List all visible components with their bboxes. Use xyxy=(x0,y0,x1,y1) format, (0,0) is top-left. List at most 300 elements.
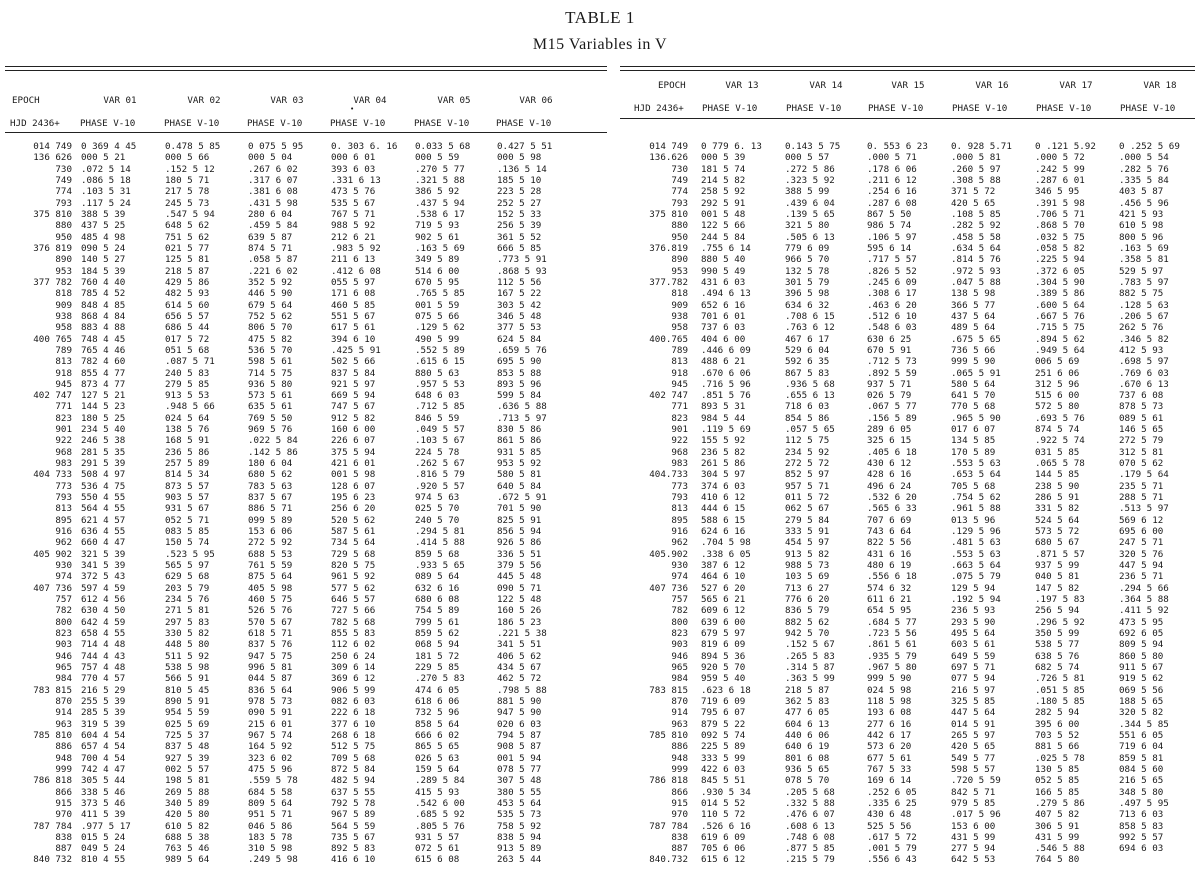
value-cell-right: .391 5 98 xyxy=(1035,198,1085,209)
value-cell-right: 118 5 98 xyxy=(867,696,912,707)
value-cell-right: 942 5 70 xyxy=(785,628,830,639)
value-cell-right: 984 5 44 xyxy=(701,413,746,424)
value-cell-right: .965 5 90 xyxy=(951,413,1001,424)
value-cell-left: .798 5 88 xyxy=(497,685,547,696)
value-cell-right: 966 5 70 xyxy=(785,254,830,265)
value-cell-right: .000 5 54 xyxy=(1119,152,1169,163)
value-cell-left: 859 5 62 xyxy=(415,628,460,639)
value-cell-right: .338 6 05 xyxy=(701,549,751,560)
value-cell-left: 001 5 59 xyxy=(415,300,460,311)
value-cell-right: 551 6 05 xyxy=(1119,730,1164,741)
value-cell-left: 279 5 85 xyxy=(165,379,210,390)
value-cell-right: 026 5 79 xyxy=(867,390,912,401)
value-cell-left: 183 5 78 xyxy=(248,832,293,843)
value-cell-left: 873 4 77 xyxy=(81,379,126,390)
var-header-left-2: VAR 02 xyxy=(187,95,221,106)
value-cell-right: .332 5 88 xyxy=(785,798,835,809)
epoch-cell-left: 887 xyxy=(55,843,72,854)
value-cell-right: .894 5 62 xyxy=(1035,334,1085,345)
value-cell-right: .726 5 81 xyxy=(1035,673,1085,684)
value-cell-right: 0.143 5 75 xyxy=(785,141,841,152)
value-cell-right: 234 5 92 xyxy=(785,447,830,458)
value-cell-right: 619 6 09 xyxy=(701,832,746,843)
value-cell-left: 352 5 92 xyxy=(248,277,293,288)
value-cell-left: 460 5 75 xyxy=(248,594,293,605)
value-cell-right: 800 5 96 xyxy=(1119,232,1164,243)
value-cell-right: 609 6 12 xyxy=(701,605,746,616)
epoch-cell-right: 405.902 xyxy=(649,549,688,560)
value-cell-left: 656 5 57 xyxy=(165,311,210,322)
value-cell-left: 913 5 53 xyxy=(165,390,210,401)
value-cell-right: .335 5 84 xyxy=(1119,175,1169,186)
value-cell-right: 288 5 71 xyxy=(1119,492,1164,503)
value-cell-left: 536 5 70 xyxy=(248,345,293,356)
value-cell-left: 688 5 38 xyxy=(165,832,210,843)
value-cell-left: 388 5 39 xyxy=(81,209,126,220)
epoch-cell-right: 757 xyxy=(671,594,688,605)
value-cell-right: 0 .121 5.92 xyxy=(1035,141,1096,152)
value-cell-right: .763 6 12 xyxy=(785,322,835,333)
value-cell-right: 852 5 97 xyxy=(785,469,830,480)
value-cell-left: .103 5 67 xyxy=(415,435,465,446)
value-cell-right: 880 5 40 xyxy=(701,254,746,265)
value-cell-left: 336 5 51 xyxy=(497,549,542,560)
value-cell-right: .057 5 65 xyxy=(785,424,835,435)
value-cell-right: .634 5 64 xyxy=(951,243,1001,254)
value-cell-right: .715 5 75 xyxy=(1035,322,1085,333)
value-cell-right: 247 5 71 xyxy=(1119,537,1164,548)
value-cell-right: .335 6 25 xyxy=(867,798,917,809)
value-cell-right: 040 5 81 xyxy=(1035,571,1080,582)
value-cell-left: 810 4 55 xyxy=(81,854,126,865)
value-cell-right: 538 5 77 xyxy=(1035,639,1080,650)
epoch-cell-left: 377 782 xyxy=(33,277,72,288)
value-cell-left: 931 5 85 xyxy=(497,447,542,458)
value-cell-left: 234 5 76 xyxy=(165,594,210,605)
value-cell-left: 269 5 88 xyxy=(165,787,210,798)
value-cell-right: .670 6 13 xyxy=(1119,379,1169,390)
value-cell-left: 758 5 92 xyxy=(497,821,542,832)
value-cell-right: 988 5 73 xyxy=(785,560,830,571)
value-cell-right: 630 6 25 xyxy=(867,334,912,345)
value-cell-left: .129 5 62 xyxy=(415,322,465,333)
value-cell-right: .961 5 88 xyxy=(951,503,1001,514)
top-rule-right-2 xyxy=(620,70,1195,71)
value-cell-left: 429 5 86 xyxy=(165,277,210,288)
value-cell-left: 330 5 82 xyxy=(165,628,210,639)
value-cell-right: 261 5 86 xyxy=(701,458,746,469)
value-cell-left: 211 6 13 xyxy=(331,254,376,265)
value-cell-left: .816 5 79 xyxy=(415,469,465,480)
value-cell-right: 705 5 68 xyxy=(951,481,996,492)
var-header-left-1: VAR 01 xyxy=(103,95,137,106)
value-cell-left: .437 5 94 xyxy=(415,198,465,209)
value-cell-left: 405 5 98 xyxy=(248,583,293,594)
value-cell-right: .389 5 86 xyxy=(1035,288,1085,299)
value-cell-left: 978 5 73 xyxy=(248,696,293,707)
value-cell-left: .317 6 07 xyxy=(248,175,298,186)
var-header-right-2: VAR 14 xyxy=(809,80,843,91)
value-cell-left: 908 5 87 xyxy=(497,741,542,752)
top-rule-left-2 xyxy=(5,70,607,71)
value-cell-left: 765 4 46 xyxy=(81,345,126,356)
value-cell-left: 637 5 55 xyxy=(331,787,376,798)
value-cell-left: 988 5 92 xyxy=(331,220,376,231)
value-cell-right: 256 5 94 xyxy=(1035,605,1080,616)
value-cell-left: 226 6 07 xyxy=(331,435,376,446)
value-cell-left: .933 5 65 xyxy=(415,560,465,571)
value-cell-left: 686 5 44 xyxy=(165,322,210,333)
phase-header-left-5: PHASE V-10 xyxy=(414,118,470,129)
value-cell-left: 794 5 87 xyxy=(497,730,542,741)
value-cell-right: 403 5 87 xyxy=(1119,186,1164,197)
value-cell-right: 860 5 80 xyxy=(1119,651,1164,662)
epoch-cell-left: 771 xyxy=(55,401,72,412)
value-cell-left: 377 5 53 xyxy=(497,322,542,333)
value-cell-left: 271 5 81 xyxy=(165,605,210,616)
value-cell-right: .287 6 08 xyxy=(867,198,917,209)
value-cell-right: 920 5 70 xyxy=(701,662,746,673)
epoch-cell-left: 014 749 xyxy=(33,141,72,152)
value-cell-left: 128 6 07 xyxy=(331,481,376,492)
epoch-header-left: EPOCH xyxy=(12,95,40,106)
value-cell-left: 171 6 08 xyxy=(331,288,376,299)
epoch-cell-right: 402 747 xyxy=(649,390,688,401)
value-cell-left: .538 6 17 xyxy=(415,209,465,220)
value-cell-left: 180 5 25 xyxy=(81,413,126,424)
epoch-cell-left: 950 xyxy=(55,232,72,243)
value-cell-left: 024 5 64 xyxy=(165,413,210,424)
value-cell-right: .065 5 78 xyxy=(1035,458,1085,469)
value-cell-right: 770 5 68 xyxy=(951,401,996,412)
value-cell-right: .949 5 64 xyxy=(1035,345,1085,356)
value-cell-left: 744 4 43 xyxy=(81,651,126,662)
value-cell-right: 467 6 17 xyxy=(785,334,830,345)
value-cell-left: .414 5 88 xyxy=(415,537,465,548)
value-cell-left: 701 5 90 xyxy=(497,503,542,514)
value-cell-left: .267 6 02 xyxy=(248,164,298,175)
value-cell-right: 325 5 85 xyxy=(951,696,996,707)
value-cell-left: 099 5 89 xyxy=(248,515,293,526)
value-cell-left: 198 5 81 xyxy=(165,775,210,786)
value-cell-right: .623 6 18 xyxy=(701,685,751,696)
value-cell-left: 127 5 21 xyxy=(81,390,126,401)
value-cell-left: 859 5 68 xyxy=(415,549,460,560)
epoch-cell-left: 953 xyxy=(55,266,72,277)
value-cell-left: 167 5 22 xyxy=(497,288,542,299)
value-cell-left: 861 5 86 xyxy=(497,435,542,446)
epoch-cell-right: 793 xyxy=(671,492,688,503)
value-cell-right: 894 5 36 xyxy=(701,651,746,662)
value-cell-left: .977 5 17 xyxy=(81,821,131,832)
value-cell-left: 055 5 97 xyxy=(331,277,376,288)
value-cell-right: .211 6 12 xyxy=(867,175,917,186)
epoch-cell-left: 958 xyxy=(55,322,72,333)
value-cell-left: 168 5 91 xyxy=(165,435,210,446)
value-cell-left: 825 5 91 xyxy=(497,515,542,526)
value-cell-left: 757 4 48 xyxy=(81,662,126,673)
value-cell-right: .526 6 16 xyxy=(701,821,751,832)
epoch-cell-left: 136 626 xyxy=(33,152,72,163)
value-cell-left: 551 5 67 xyxy=(331,311,376,322)
phase-header-right-1: PHASE V-10 xyxy=(702,103,758,114)
value-cell-left: 068 5 94 xyxy=(415,639,460,650)
value-cell-left: 309 6 14 xyxy=(331,662,376,673)
value-cell-left: 967 5 74 xyxy=(248,730,293,741)
value-cell-right: 420 5 65 xyxy=(951,198,996,209)
value-cell-left: 474 6 05 xyxy=(415,685,460,696)
epoch-cell-right: 887 xyxy=(671,843,688,854)
value-cell-right: 640 6 19 xyxy=(785,741,830,752)
value-cell-right: 181 5 74 xyxy=(701,164,746,175)
epoch-cell-right: 886 xyxy=(671,741,688,752)
epoch-cell-left: 838 xyxy=(55,832,72,843)
value-cell-right: 430 6 12 xyxy=(867,458,912,469)
value-cell-right: .704 5 98 xyxy=(701,537,751,548)
value-cell-left: 648 5 62 xyxy=(165,220,210,231)
value-cell-left: 338 5 46 xyxy=(81,787,126,798)
value-cell-left: 380 5 55 xyxy=(497,787,542,798)
epoch-cell-left: 918 xyxy=(55,368,72,379)
value-cell-right: 737 6 08 xyxy=(1119,390,1164,401)
value-cell-left: .087 5 71 xyxy=(165,356,215,367)
epoch-cell-left: 789 xyxy=(55,345,72,356)
value-cell-right: .439 6 04 xyxy=(785,198,835,209)
epoch-cell-right: 945 xyxy=(671,379,688,390)
value-cell-right: 480 6 19 xyxy=(867,560,912,571)
epoch-cell-left: 749 xyxy=(55,175,72,186)
value-cell-right: 936 5 65 xyxy=(785,764,830,775)
value-cell-left: 550 4 55 xyxy=(81,492,126,503)
value-cell-right: 444 6 15 xyxy=(701,503,746,514)
value-cell-right: .972 5 93 xyxy=(951,266,1001,277)
value-cell-left: 307 5 48 xyxy=(497,775,542,786)
value-cell-right: .252 6 05 xyxy=(867,787,917,798)
value-cell-right: 713 6 27 xyxy=(785,583,830,594)
value-cell-left: 049 5 24 xyxy=(81,843,126,854)
value-cell-left: 612 4 56 xyxy=(81,594,126,605)
value-cell-left: 635 5 61 xyxy=(248,401,293,412)
value-cell-left: 714 5 75 xyxy=(248,368,293,379)
epoch-cell-left: 890 xyxy=(55,254,72,265)
value-cell-right: .411 5 92 xyxy=(1119,605,1169,616)
value-cell-right: .000 5 81 xyxy=(951,152,1001,163)
value-cell-right: 431 6 03 xyxy=(701,277,746,288)
value-cell-right: 013 5 96 xyxy=(951,515,996,526)
value-cell-left: 732 5 96 xyxy=(415,707,460,718)
value-cell-right: .119 5 69 xyxy=(701,424,751,435)
value-cell-right: .708 6 15 xyxy=(785,311,835,322)
value-cell-right: 893 5 31 xyxy=(701,401,746,412)
value-cell-left: 657 4 54 xyxy=(81,741,126,752)
value-cell-right: .260 5 97 xyxy=(951,164,1001,175)
value-cell-right: 881 5 66 xyxy=(1035,741,1080,752)
value-cell-right: 603 5 61 xyxy=(951,639,996,650)
value-cell-right: .363 5 99 xyxy=(785,673,835,684)
value-cell-right: 878 5 73 xyxy=(1119,401,1164,412)
epoch-cell-left: 965 xyxy=(55,662,72,673)
value-cell-left: 184 5 39 xyxy=(81,266,126,277)
value-cell-right: 077 5 94 xyxy=(951,673,996,684)
value-cell-left: 734 5 64 xyxy=(331,537,376,548)
value-cell-left: .685 5 92 xyxy=(415,809,465,820)
value-cell-right: 069 5 56 xyxy=(1119,685,1164,696)
value-cell-right: 410 6 12 xyxy=(701,492,746,503)
value-cell-right: 017 6 07 xyxy=(951,424,996,435)
value-cell-right: 992 5 57 xyxy=(1119,832,1164,843)
value-cell-left: 660 4 47 xyxy=(81,537,126,548)
value-cell-left: 754 5 89 xyxy=(415,605,460,616)
value-cell-right: 216 5 65 xyxy=(1119,775,1164,786)
value-cell-right: .372 6 05 xyxy=(1035,266,1085,277)
value-cell-right: 170 5 89 xyxy=(951,447,996,458)
value-cell-left: 729 5 68 xyxy=(331,549,376,560)
value-cell-right: 437 5 64 xyxy=(951,311,996,322)
epoch-cell-left: 375 810 xyxy=(33,209,72,220)
value-cell-right: .553 5 63 xyxy=(951,549,1001,560)
value-cell-right: 515 6 00 xyxy=(1035,390,1080,401)
value-cell-right: .178 6 06 xyxy=(867,164,917,175)
value-cell-left: 482 5 93 xyxy=(165,288,210,299)
value-cell-right: 999 5 90 xyxy=(867,673,912,684)
epoch-cell-left: 963 xyxy=(55,719,72,730)
value-cell-right: 496 6 24 xyxy=(867,481,912,492)
value-cell-left: .022 5 84 xyxy=(248,435,298,446)
value-cell-right: 0 .252 5 69 xyxy=(1119,141,1180,152)
value-cell-right: 580 5 64 xyxy=(951,379,996,390)
value-cell-left: 490 5 99 xyxy=(415,334,460,345)
value-cell-right: 867 5 50 xyxy=(867,209,912,220)
value-cell-right: 529 6 04 xyxy=(785,345,830,356)
value-cell-left: 947 5 75 xyxy=(248,651,293,662)
value-cell-right: 718 6 03 xyxy=(785,401,830,412)
epoch-cell-left: 968 xyxy=(55,447,72,458)
value-cell-left: 769 5 50 xyxy=(248,413,293,424)
epoch-cell-right: 984 xyxy=(671,673,688,684)
value-cell-right: .272 5 86 xyxy=(785,164,835,175)
value-cell-right: 333 5 91 xyxy=(785,526,830,537)
value-cell-left: .523 5 95 xyxy=(165,549,215,560)
value-cell-left: 820 5 75 xyxy=(331,560,376,571)
value-cell-left: 291 5 39 xyxy=(81,458,126,469)
value-cell-right: .197 5 83 xyxy=(1035,594,1085,605)
value-cell-right: 776 6 20 xyxy=(785,594,830,605)
value-cell-right: 913 5 82 xyxy=(785,549,830,560)
value-cell-right: .139 5 65 xyxy=(785,209,835,220)
value-cell-right: .546 5 88 xyxy=(1035,843,1085,854)
value-cell-right: .346 5 82 xyxy=(1119,334,1169,345)
value-cell-right: .225 5 94 xyxy=(1035,254,1085,265)
value-cell-right: .783 5 97 xyxy=(1119,277,1169,288)
value-cell-right: 321 5 80 xyxy=(785,220,830,231)
value-cell-right: 110 5 72 xyxy=(701,809,746,820)
value-cell-right: .868 5 70 xyxy=(1035,220,1085,231)
value-cell-right: 694 6 03 xyxy=(1119,843,1164,854)
value-cell-left: .805 5 76 xyxy=(415,821,465,832)
phase-header-left-4: PHASE V-10 xyxy=(330,118,386,129)
value-cell-left: 936 5 80 xyxy=(248,379,293,390)
epoch-cell-right: 918 xyxy=(671,368,688,379)
value-cell-left: 858 5 64 xyxy=(415,719,460,730)
value-cell-right: .205 5 68 xyxy=(785,787,835,798)
value-cell-left: 618 6 06 xyxy=(415,696,460,707)
value-cell-right: .108 5 85 xyxy=(951,209,1001,220)
value-cell-left: 082 6 03 xyxy=(331,696,376,707)
epoch-cell-left: 783 815 xyxy=(33,685,72,696)
value-cell-left: 642 4 59 xyxy=(81,617,126,628)
value-cell-right: 366 5 77 xyxy=(951,300,996,311)
value-cell-right: 388 5 99 xyxy=(785,186,830,197)
value-cell-right: .871 5 57 xyxy=(1035,549,1085,560)
value-cell-left: 799 5 61 xyxy=(415,617,460,628)
value-cell-right: 000 5 57 xyxy=(785,152,830,163)
value-cell-left: 782 4 60 xyxy=(81,356,126,367)
epoch-cell-left: 785 810 xyxy=(33,730,72,741)
value-cell-left: 566 5 91 xyxy=(165,673,210,684)
epoch-cell-left: 909 xyxy=(55,300,72,311)
value-cell-left: 303 5 42 xyxy=(497,300,542,311)
value-cell-right: .505 6 13 xyxy=(785,232,835,243)
value-cell-left: 564 5 59 xyxy=(331,821,376,832)
value-cell-right: .497 5 95 xyxy=(1119,798,1169,809)
epoch-cell-right: 771 xyxy=(671,401,688,412)
value-cell-left: 838 5 94 xyxy=(497,832,542,843)
value-cell-right: .513 5 97 xyxy=(1119,503,1169,514)
value-cell-left: .072 5 14 xyxy=(81,164,131,175)
value-cell-right: .877 5 85 xyxy=(785,843,835,854)
value-cell-right: 374 6 03 xyxy=(701,481,746,492)
value-cell-left: 640 5 84 xyxy=(497,481,542,492)
value-cell-left: 785 4 52 xyxy=(81,288,126,299)
value-cell-left: 783 5 63 xyxy=(248,481,293,492)
value-cell-left: 886 5 71 xyxy=(248,503,293,514)
value-cell-left: 122 5 48 xyxy=(497,594,542,605)
value-cell-right: .001 5 79 xyxy=(867,843,917,854)
epoch-cell-right: 866 xyxy=(671,787,688,798)
epoch-cell-right: 782 xyxy=(671,605,688,616)
value-cell-left: .058 5 87 xyxy=(248,254,298,265)
value-cell-left: 072 5 61 xyxy=(415,843,460,854)
value-cell-left: 246 5 38 xyxy=(81,435,126,446)
value-cell-right: 957 5 71 xyxy=(785,481,830,492)
value-cell-left: 025 5 69 xyxy=(165,719,210,730)
value-cell-left: 511 5 92 xyxy=(165,651,210,662)
value-cell-left: 186 5 23 xyxy=(497,617,542,628)
value-cell-left: 570 5 67 xyxy=(248,617,293,628)
value-cell-left: 996 5 81 xyxy=(248,662,293,673)
value-cell-left: 695 5 90 xyxy=(497,356,542,367)
value-cell-right: 454 5 97 xyxy=(785,537,830,548)
value-cell-right: 272 5 72 xyxy=(785,458,830,469)
value-cell-left: 714 4 48 xyxy=(81,639,126,650)
epoch-cell-right: 014 749 xyxy=(649,141,688,152)
value-cell-right: 092 5 74 xyxy=(701,730,746,741)
value-cell-right: .179 5 64 xyxy=(1119,469,1169,480)
value-cell-right: .712 5 73 xyxy=(867,356,917,367)
value-cell-right: .323 5 92 xyxy=(785,175,835,186)
epoch-cell-left: 823 xyxy=(55,628,72,639)
value-cell-right: .067 5 77 xyxy=(867,401,917,412)
value-cell-left: 565 5 97 xyxy=(165,560,210,571)
epoch-cell-left: 962 xyxy=(55,537,72,548)
value-cell-right: 430 6 48 xyxy=(867,809,912,820)
epoch-cell-right: 813 xyxy=(671,503,688,514)
epoch-cell-left: 984 xyxy=(55,673,72,684)
value-cell-left: 848 4 85 xyxy=(81,300,126,311)
value-cell-right: 422 6 03 xyxy=(701,764,746,775)
value-cell-left: 903 5 57 xyxy=(165,492,210,503)
epoch-cell-right: 938 xyxy=(671,311,688,322)
